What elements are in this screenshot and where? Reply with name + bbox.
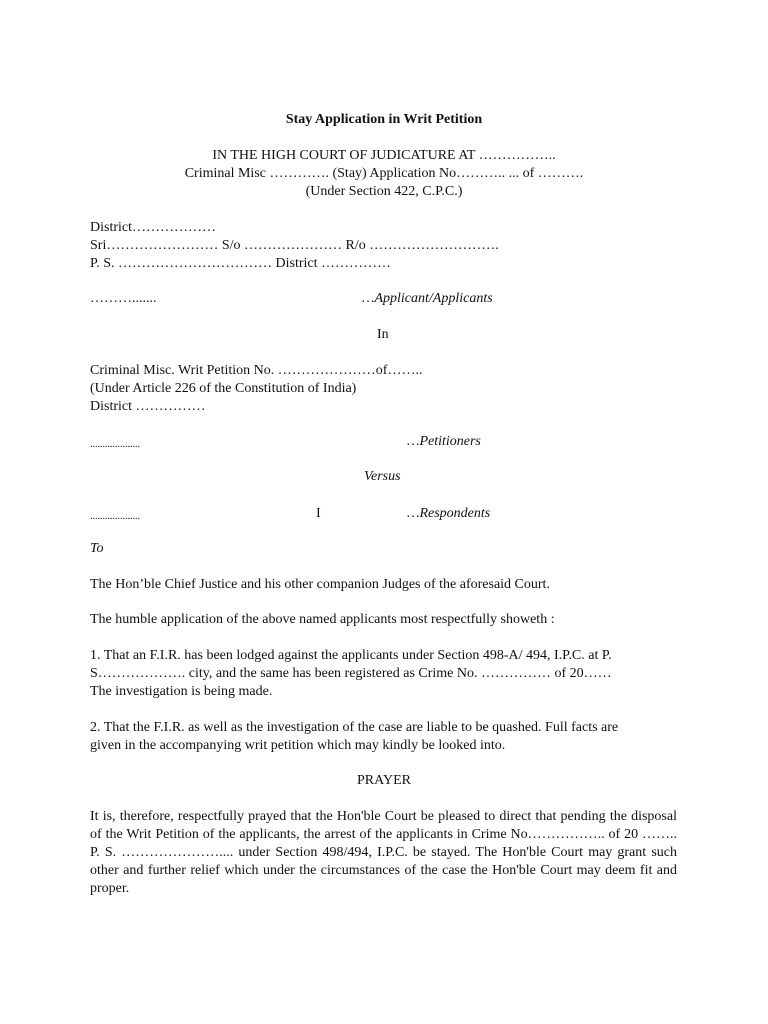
court-heading: IN THE HIGH COURT OF JUDICATURE AT …………….. (212, 148, 556, 163)
in-word: In (377, 327, 389, 342)
versus-word: Versus (364, 469, 401, 484)
writ-district-line: District …………… (90, 399, 206, 414)
section-reference: (Under Section 422, C.P.C.) (305, 184, 463, 199)
para2-line2: given in the accompanying writ petition which may kindly be looked into. (90, 738, 506, 753)
application-number-line: Criminal Misc …………. (Stay) Application No……….. ... of ………. (184, 166, 584, 181)
para1-line3: The investigation is being made. (90, 684, 273, 699)
applicant-name-blank: ………....... (90, 291, 157, 306)
applicant-parentage-line: Sri…………………… S/o ………………… R/o ………………………. (90, 238, 499, 253)
para1-line2: S………………. city, and the same has been registered as Crime No. …………… of 20…… (90, 666, 612, 681)
para1-line1: 1. That an F.I.R. has been lodged against the applicants under Section 498-A/ 494, I.P.C. at P. (90, 648, 612, 663)
para2-line1: 2. That the F.I.R. as well as the investigation of the case are liable to be quashed. Full facts are (90, 720, 619, 735)
writ-petition-line: Criminal Misc. Writ Petition No. …………………of…….. (90, 363, 423, 378)
petitioner-name-blank: .................... (90, 439, 140, 450)
police-station-line: P. S. …………………………… District …………… (90, 256, 392, 271)
petitioners-label: …Petitioners (407, 434, 481, 449)
respondent-mark: I (316, 506, 321, 521)
prayer-paragraph: It is, therefore, respectfully prayed that the Hon'ble Court be pleased to direct that pending the disposal of the Writ Petition of the applicants, the arrest of the applicants in Crime No…………….. of 20 …….. P. S. ………………….... under Section 498/494, I.P.C. be stayed. The Hon'ble Court may grant such other and further relief which under the circumstances of the case the Hon'ble Court may deem fit and proper. (90, 809, 677, 896)
applicant-role-label: …Applicant/Applicants (362, 291, 493, 306)
district-line: District……………… (90, 220, 216, 235)
intro-line: The humble application of the above named applicants most respectfully showeth : (90, 612, 555, 627)
to-word: To (90, 541, 104, 556)
prayer-heading: PRAYER (357, 773, 411, 788)
respondents-label: …Respondents (407, 506, 491, 521)
addressee-line: The Hon’ble Chief Justice and his other companion Judges of the aforesaid Court. (90, 577, 550, 592)
article-reference: (Under Article 226 of the Constitution of India) (90, 381, 357, 396)
document-title: Stay Application in Writ Petition (285, 112, 483, 127)
respondent-name-blank: .................... (90, 511, 140, 522)
